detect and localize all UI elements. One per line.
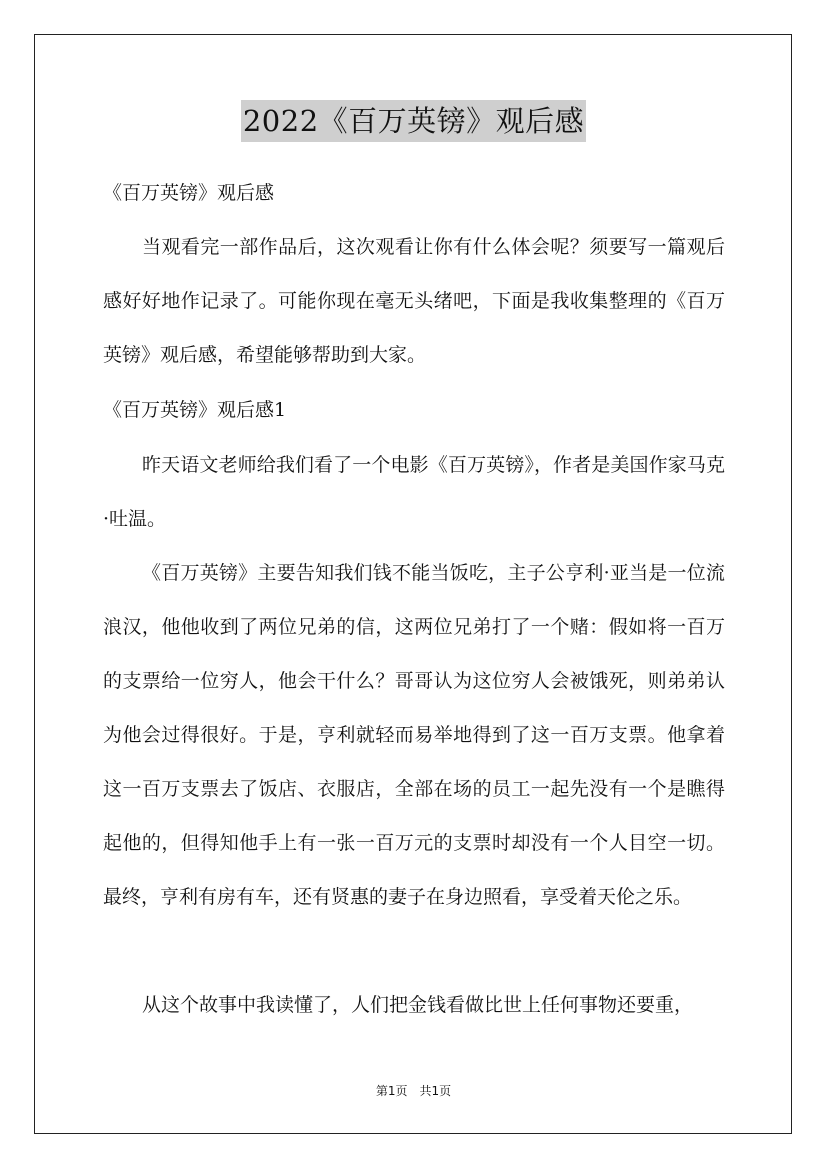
- body-paragraph: 昨天语文老师给我们看了一个电影《百万英镑》，作者是美国作家马克·吐温。: [103, 454, 725, 530]
- title-container: [0, 100, 827, 142]
- subtitle: 《百万英镑》观后感: [103, 182, 275, 204]
- page-footer: 第1页 共1页: [375, 1084, 452, 1098]
- intro-paragraph: 当观看完一部作品后，这次观看让你有什么体会呢？须要写一篇观后感好好地作记录了。可能你现在毫无头绪吧，下面是我收集整理的《百万英镑》观后感，希望能够帮助到大家。: [103, 236, 725, 366]
- document-title: 2022《百万英镑》观后感: [241, 100, 586, 142]
- body-paragraph: 《百万英镑》主要告知我们钱不能当饭吃，主子公亨利·亚当是一位流浪汉，他他收到了两位兄弟的信，这两位兄弟打了一个赌：假如将一百万的支票给一位穷人，他会干什么？哥哥认为这位穷人会被饿死，则弟弟认为他会过得很好。于是，亨利就轻而易举地得到了这一百万支票。他拿着这一百万支票去了饭店、衣服店，全部在场的员工一起先没有一个是瞧得起他的，但得知他手上有一张一百万元的支票时却没有一个人目空一切。最终，亨利有房有车，还有贤惠的妻子在身边照看，享受着天伦之乐。: [103, 562, 725, 908]
- section-heading: 《百万英镑》观后感1: [103, 399, 287, 421]
- body-paragraph: 从这个故事中我读懂了，人们把金钱看做比世上任何事物还要重，: [142, 994, 694, 1016]
